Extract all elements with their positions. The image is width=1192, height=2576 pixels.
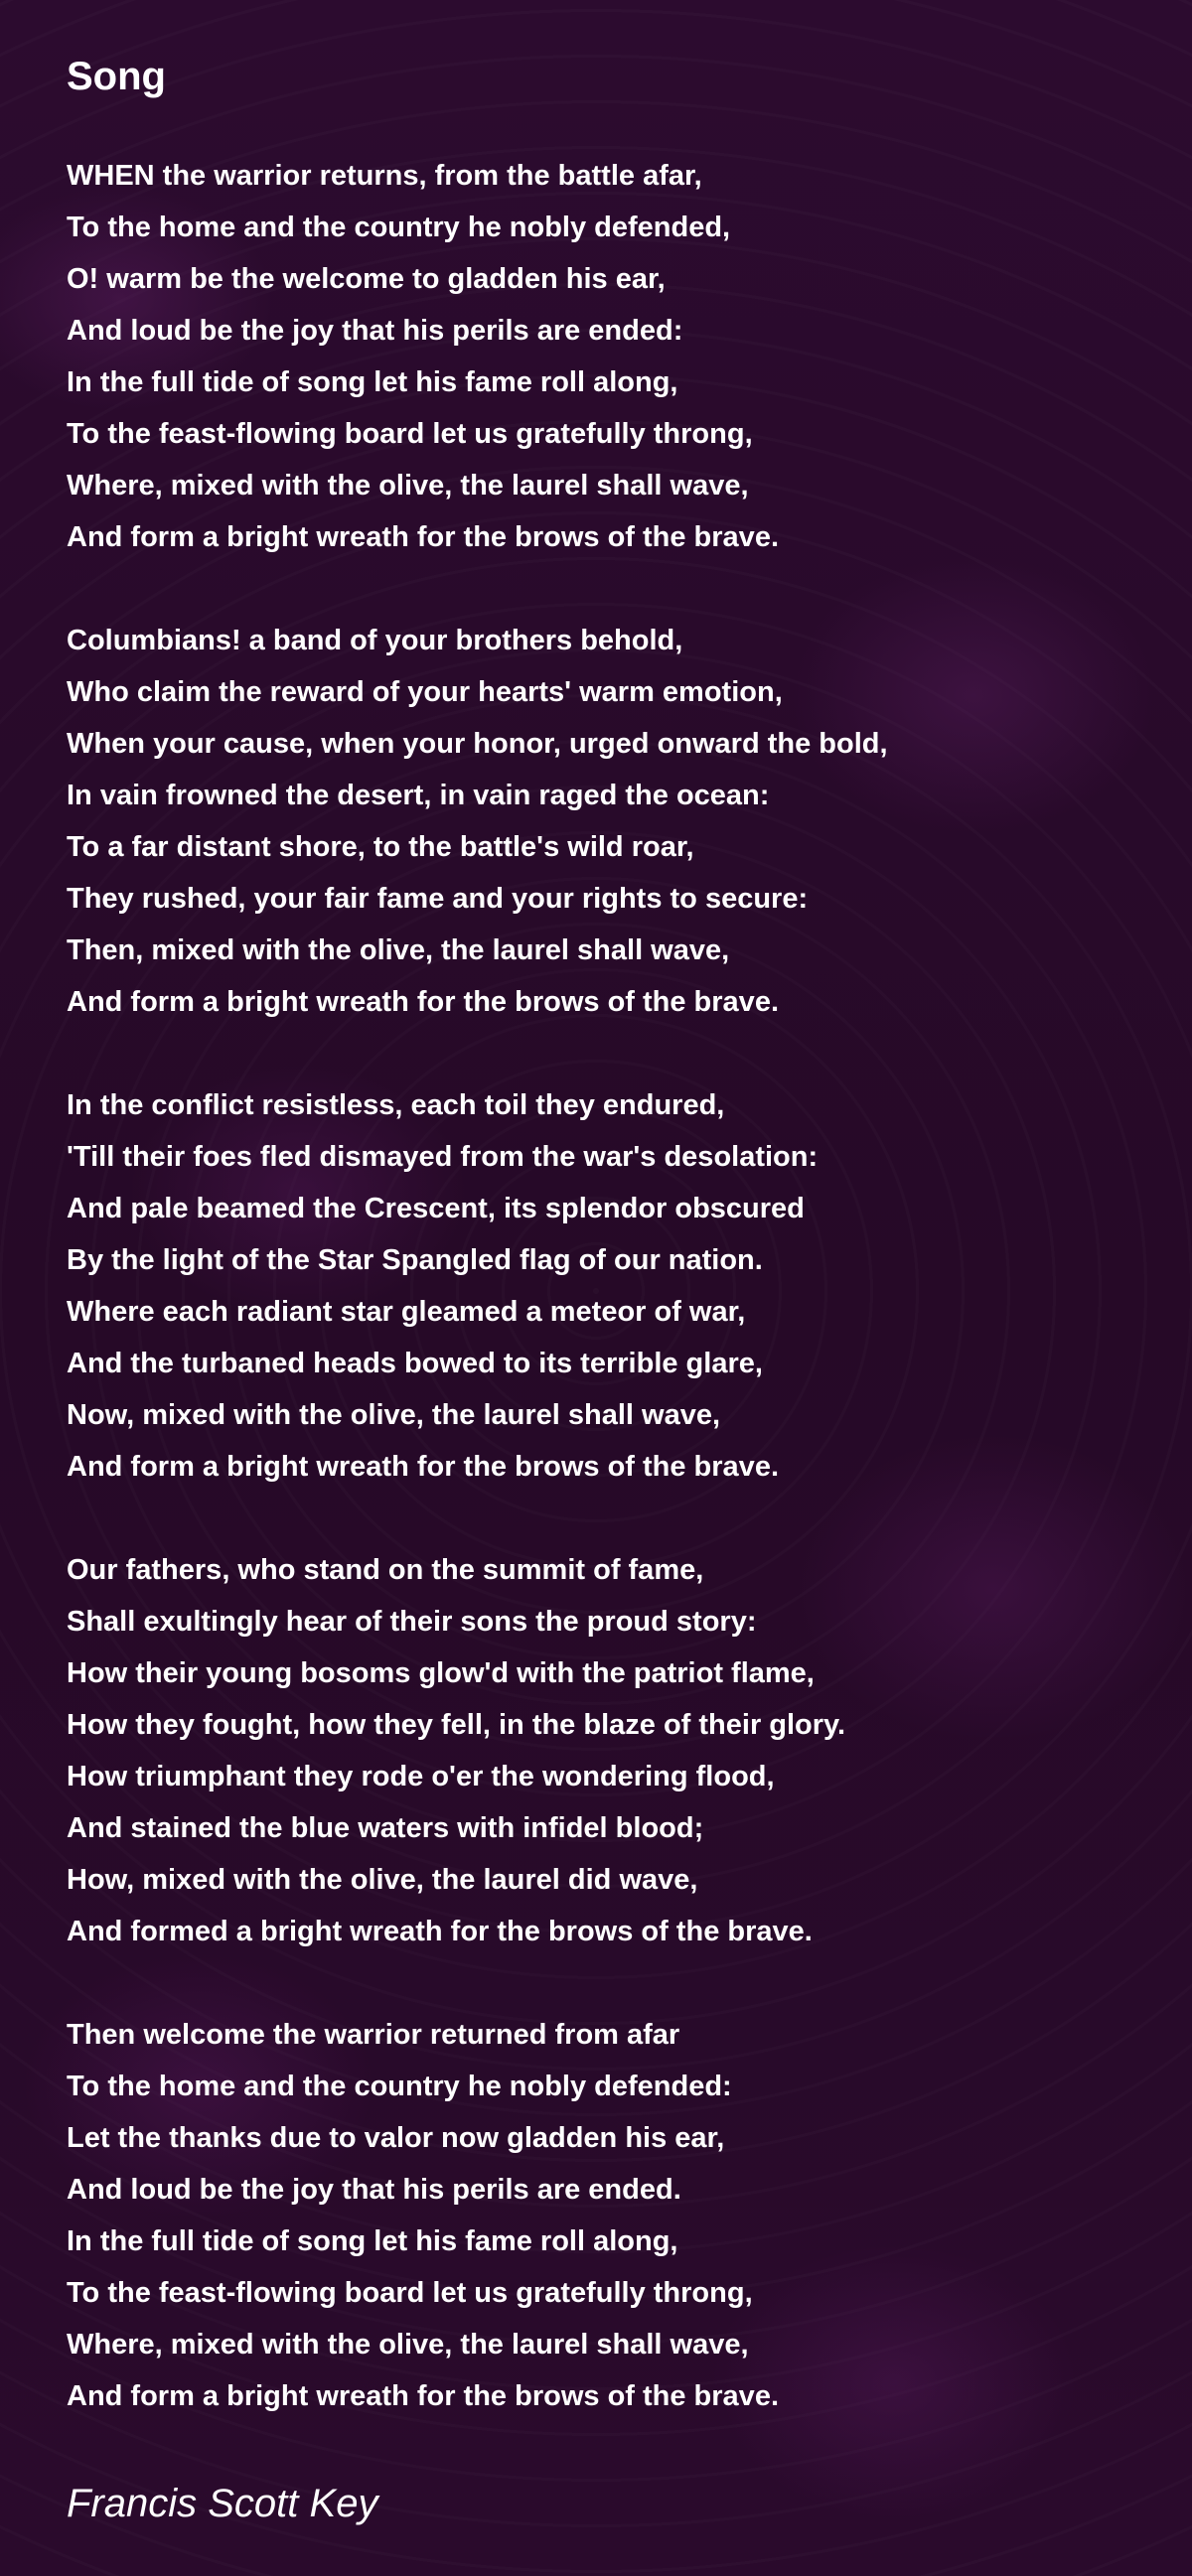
poem-line: Where, mixed with the olive, the laurel shall wave, <box>67 2329 749 2361</box>
poem-line: And pale beamed the Crescent, its splendor obscured <box>67 1193 805 1224</box>
poem-line: In the full tide of song let his fame roll along, <box>67 2225 678 2257</box>
poem-line: And form a bright wreath for the brows of the brave. <box>67 521 779 553</box>
poem-line: In vain frowned the desert, in vain raged the ocean: <box>67 780 770 811</box>
poem-line: And loud be the joy that his perils are ended: <box>67 315 683 347</box>
poem-line: O! warm be the welcome to gladden his ear, <box>67 263 666 295</box>
poem-line: In the full tide of song let his fame roll along, <box>67 366 678 398</box>
stanza-1 <box>67 150 1159 563</box>
poem-line: How they fought, how they fell, in the blaze of their glory. <box>67 1709 846 1741</box>
poem-line: To the home and the country he nobly defended, <box>67 212 731 243</box>
stanza-4 <box>67 1544 1159 1957</box>
poem-line: Now, mixed with the olive, the laurel shall wave, <box>67 1399 721 1431</box>
poem-line: And form a bright wreath for the brows of the brave. <box>67 2380 779 2412</box>
poem-line: How their young bosoms glow'd with the patriot flame, <box>67 1657 815 1689</box>
stanza-3 <box>67 1079 1159 1493</box>
poem-line: To the feast-flowing board let us gratefully throng, <box>67 2277 753 2309</box>
poem-line: When your cause, when your honor, urged onward the bold, <box>67 728 888 760</box>
poem-line: In the conflict resistless, each toil they endured, <box>67 1089 725 1121</box>
poem-line: Shall exultingly hear of their sons the proud story: <box>67 1606 757 1638</box>
stanza-5 <box>67 2009 1159 2422</box>
poem-line: Our fathers, who stand on the summit of fame, <box>67 1554 704 1586</box>
stanza-2 <box>67 615 1159 1028</box>
poem-line: And form a bright wreath for the brows of the brave. <box>67 986 779 1018</box>
poem-line: How triumphant they rode o'er the wondering flood, <box>67 1761 775 1792</box>
poem-line: And form a bright wreath for the brows of the brave. <box>67 1451 779 1483</box>
poem-line: WHEN the warrior returns, from the battle afar, <box>67 160 702 192</box>
poem-line: Then welcome the warrior returned from afar <box>67 2019 680 2051</box>
poem-line: How, mixed with the olive, the laurel did wave, <box>67 1864 698 1896</box>
poem-line: 'Till their foes fled dismayed from the war's desolation: <box>67 1141 819 1173</box>
poem-line: To the home and the country he nobly defended: <box>67 2071 732 2102</box>
poem-page <box>67 48 1159 2533</box>
poem-line: By the light of the Star Spangled flag of our nation. <box>67 1244 763 1276</box>
poem-line: They rushed, your fair fame and your rights to secure: <box>67 883 809 915</box>
poem-author: Francis Scott Key <box>67 2482 378 2525</box>
poem-line: To the feast-flowing board let us gratefully throng, <box>67 418 753 450</box>
poem-line: Where, mixed with the olive, the laurel shall wave, <box>67 470 749 501</box>
poem-line: Let the thanks due to valor now gladden his ear, <box>67 2122 725 2154</box>
poem-line: Who claim the reward of your hearts' warm emotion, <box>67 676 783 708</box>
poem-line: And loud be the joy that his perils are ended. <box>67 2174 681 2206</box>
poem-line: Where each radiant star gleamed a meteor of war, <box>67 1296 746 1328</box>
poem-line: And the turbaned heads bowed to its terrible glare, <box>67 1348 763 1379</box>
poem-line: And stained the blue waters with infidel blood; <box>67 1812 704 1844</box>
poem-line: And formed a bright wreath for the brows of the brave. <box>67 1916 813 1947</box>
poem-title: Song <box>67 55 166 98</box>
poem-line: To a far distant shore, to the battle's wild roar, <box>67 831 694 863</box>
poem-line: Then, mixed with the olive, the laurel shall wave, <box>67 934 730 966</box>
poem-line: Columbians! a band of your brothers behold, <box>67 625 683 656</box>
